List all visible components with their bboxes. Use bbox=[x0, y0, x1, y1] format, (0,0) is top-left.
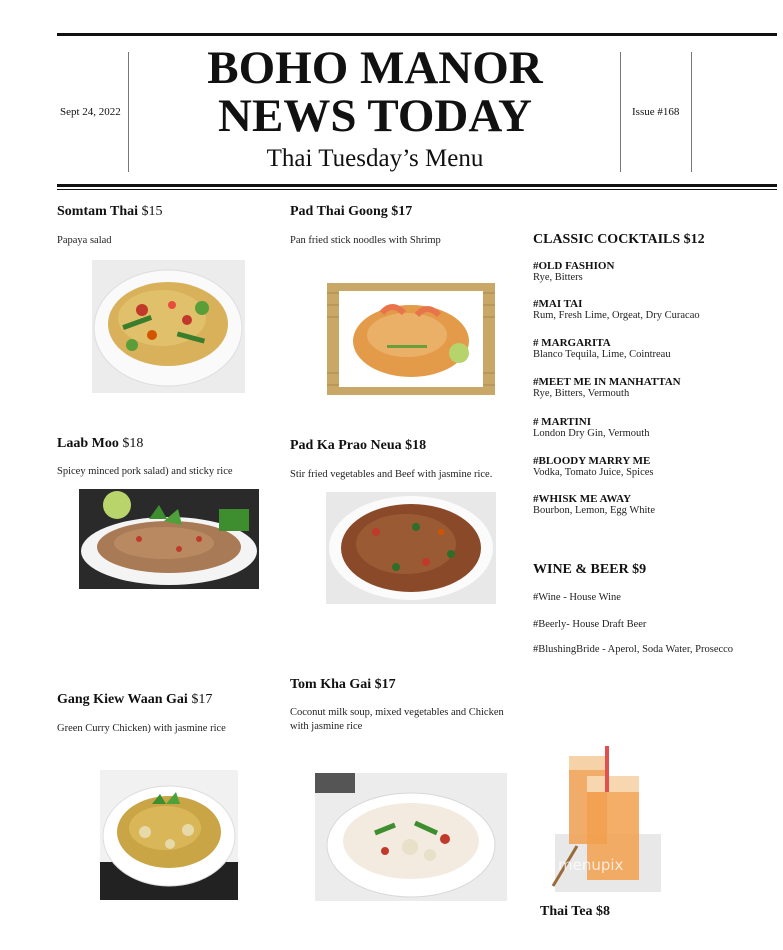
cocktail-ingredients: London Dry Gin, Vermouth bbox=[533, 428, 650, 439]
cocktail-item bbox=[533, 455, 654, 478]
cocktail-name: #MAI TAI bbox=[533, 298, 583, 310]
top-rule bbox=[57, 33, 777, 36]
dish-photo-padthai bbox=[327, 283, 495, 395]
dish-photo-tomkha bbox=[315, 773, 507, 901]
dish-price: $17 bbox=[191, 692, 213, 707]
cocktail-ingredients: Blanco Tequila, Lime, Cointreau bbox=[533, 349, 671, 360]
cocktail-ingredients: Rye, Bitters bbox=[533, 272, 583, 283]
cocktail-name: #BLOODY MARRY ME bbox=[533, 455, 651, 467]
dish-name: Tom Kha Gai bbox=[290, 677, 372, 692]
cocktail-item bbox=[533, 376, 681, 399]
cocktail-name: # MARGARITA bbox=[533, 337, 611, 349]
cocktail-item bbox=[533, 493, 655, 516]
right-divider-2 bbox=[691, 52, 692, 172]
cocktails-title: CLASSIC COCKTAILS $12 bbox=[533, 232, 705, 247]
dish-name: Pad Ka Prao Neua bbox=[290, 438, 402, 453]
cocktail-name: #WHISK ME AWAY bbox=[533, 493, 632, 505]
masthead-line2: NEWS TODAY bbox=[218, 90, 532, 142]
dish-title bbox=[57, 204, 163, 220]
dish-description-line2: with jasmine rice bbox=[290, 721, 363, 732]
dish-description: Pan fried stick noodles with Shrimp bbox=[290, 235, 441, 246]
dish-description: Papaya salad bbox=[57, 235, 112, 246]
wine-item: #BlushingBride - Aperol, Soda Water, Prosecco bbox=[533, 644, 734, 655]
dish-name: Gang Kiew Waan Gai bbox=[57, 692, 188, 707]
dish-title bbox=[290, 677, 396, 693]
dish-title bbox=[290, 438, 426, 454]
cocktail-name: # MARTINI bbox=[533, 416, 591, 428]
dish-description: Stir fried vegetables and Beef with jasmine rice. bbox=[290, 469, 493, 480]
wine-item: #Wine - House Wine bbox=[533, 592, 621, 603]
dish-price: $18 bbox=[405, 438, 427, 453]
masthead-line1: BOHO MANOR bbox=[207, 42, 543, 94]
menu-subtitle: Thai Tuesday’s Menu bbox=[266, 145, 484, 172]
thai-tea-label: Thai Tea $8 bbox=[540, 904, 611, 919]
right-divider-1 bbox=[620, 52, 621, 172]
dish-title bbox=[290, 204, 412, 220]
cocktail-item bbox=[533, 260, 614, 283]
masthead-title bbox=[140, 44, 610, 140]
dish-name: Pad Thai Goong bbox=[290, 204, 388, 219]
dish-title bbox=[57, 692, 212, 708]
dish-price: $17 bbox=[374, 677, 396, 692]
left-divider bbox=[128, 52, 129, 172]
issue-number: Issue #168 bbox=[632, 106, 680, 118]
dish-description bbox=[290, 706, 504, 734]
dish-name: Laab Moo bbox=[57, 436, 119, 451]
cocktail-name: #MEET ME IN MANHATTAN bbox=[533, 376, 681, 388]
dish-description: Green Curry Chicken) with jasmine rice bbox=[57, 723, 226, 734]
dish-photo-greencurry bbox=[100, 770, 238, 900]
dish-price: $15 bbox=[141, 204, 163, 219]
header-bottom-rule bbox=[57, 184, 777, 187]
cocktail-item bbox=[533, 416, 649, 439]
cocktail-item bbox=[533, 337, 671, 360]
cocktail-ingredients: Rum, Fresh Lime, Orgeat, Dry Curacao bbox=[533, 310, 700, 321]
dish-photo-somtam bbox=[92, 260, 245, 393]
dish-photo-laab bbox=[79, 489, 259, 589]
cocktail-ingredients: Rye, Bitters, Vermouth bbox=[533, 388, 630, 399]
wine-item: #Beerly- House Draft Beer bbox=[533, 619, 647, 630]
dish-description-line1: Coconut milk soup, mixed vegetables and Chicken bbox=[290, 707, 504, 718]
wine-beer-title: WINE & BEER $9 bbox=[533, 562, 647, 577]
header-bottom-rule-thin bbox=[57, 189, 777, 190]
cocktail-ingredients: Vodka, Tomato Juice, Spices bbox=[533, 467, 654, 478]
cocktail-item bbox=[533, 298, 700, 321]
dish-price: $18 bbox=[122, 436, 144, 451]
cocktail-ingredients: Bourbon, Lemon, Egg White bbox=[533, 505, 655, 516]
dish-description: Spicey minced pork salad) and sticky rice bbox=[57, 466, 233, 477]
watermark: menupix bbox=[558, 856, 624, 874]
dish-name: Somtam Thai bbox=[57, 204, 139, 219]
dish-title bbox=[57, 436, 143, 452]
cocktail-name: #OLD FASHION bbox=[533, 260, 615, 272]
dish-price: $17 bbox=[391, 204, 413, 219]
dish-photo-kaprao bbox=[326, 492, 496, 604]
issue-date: Sept 24, 2022 bbox=[60, 106, 121, 118]
